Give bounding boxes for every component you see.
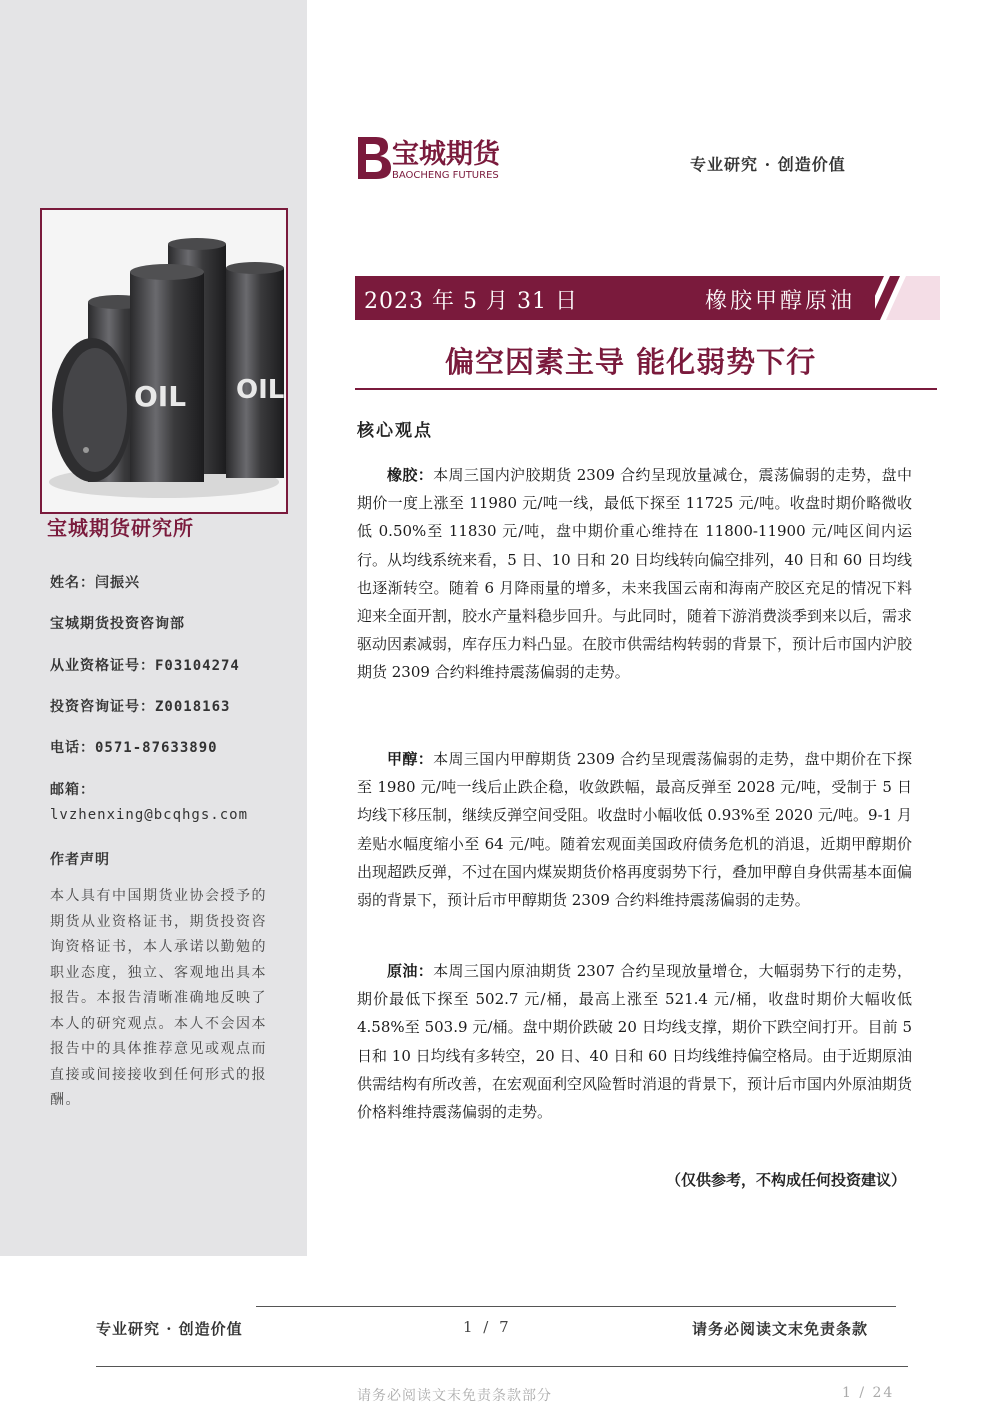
page-number: 1 / 7 (463, 1318, 512, 1336)
oil-barrels-photo (40, 208, 288, 514)
core-viewpoint-title: 核心观点 (357, 421, 433, 441)
institute-name: 宝城期货研究所 (47, 516, 194, 540)
analyst-name: 姓名：闫振兴 (50, 575, 140, 591)
logo-en: BAOCHENG FUTURES (392, 170, 499, 181)
phone: 电话：0571-87633890 (50, 740, 218, 756)
banner-stripes (860, 276, 940, 320)
email-address[interactable]: lvzhenxing@bcqhgs.com (50, 807, 249, 823)
report-topic: 橡胶甲醇原油 (705, 289, 856, 314)
statement-title: 作者声明 (50, 852, 110, 868)
footer-top-rule (256, 1306, 896, 1307)
footer-notice: 请务必阅读文末免责条款 (692, 1320, 869, 1338)
header-slogan: 专业研究 · 创造价值 (690, 155, 846, 174)
logo-cn: 宝城期货 (392, 139, 500, 170)
email-label: 邮箱： (50, 782, 95, 798)
department: 宝城期货投资咨询部 (50, 616, 185, 632)
methanol-label: 甲醇： (387, 750, 434, 768)
footer-slogan: 专业研究 · 创造价值 (96, 1320, 243, 1338)
headline-divider (355, 388, 937, 390)
author-statement: 本人具有中国期货业协会授予的期货从业资格证书，期货投资咨询资格证书，本人承诺以勤勉的职业态度，独立、客观地出具本报告。本报告清晰准确地反映了本人的研究观点。本人不会因本报告中的具体推荐意见或观点而直接或间接接收到任何形式的报酬。 (50, 888, 267, 1108)
watermark-page: 1 / 24 (842, 1385, 895, 1401)
crude-label: 原油： (387, 962, 434, 980)
headline: 偏空因素主导 能化弱势下行 (445, 345, 817, 379)
logo-mark (358, 137, 391, 179)
rubber-text: 本周三国内沪胶期货 2309 合约呈现放量减仓，震荡偏弱的走势，盘中期价一度上涨至 11980 元/吨一线，最低下探至 11725 元/吨。收盘时期价略微收低 0.50%至 11830 元/吨，盘中期价重心维持在 11800-11900 元/吨区间内运行。从均线系统来看，5 日、10 日和 20 日均线转向偏空排列，40 日和 60 日均线也逐渐转空。随着 6 月降雨量的增多，未来我国云南和海南产胶区充足的情况下料迎来全面开割，胶水产量料稳步回升。与此同时，随着下游消费淡季到来以后，需求驱动因素减弱，库存压力料凸显。在胶市供需结构转弱的背景下，预计后市国内沪胶期货 2309 合约料维持震荡偏弱的走势。 (357, 466, 913, 682)
report-date: 2023 年 5 月 31 日 (364, 289, 578, 314)
footer-bottom-rule (96, 1366, 908, 1367)
rubber-paragraph (357, 461, 912, 687)
watermark-notice: 请务必阅读文末免责条款部分 (357, 1388, 552, 1404)
rubber-label: 橡胶： (387, 466, 434, 484)
crude-paragraph (357, 957, 912, 1126)
barrel-label-2: OIL (236, 375, 285, 405)
methanol-paragraph (357, 745, 912, 914)
investment-disclaimer: （仅供参考，不构成任何投资建议） (665, 1171, 906, 1189)
methanol-text: 本周三国内甲醇期货 2309 合约呈现震荡偏弱的走势，盘中期价在下探至 1980 元/吨一线后止跌企稳，收敛跌幅，最高反弹至 2028 元/吨，受制于 5 日均线下移压制，继续反弹空间受阻。收盘时小幅收低 0.93%至 2020 元/吨。9-1 月差贴水幅度缩小至 64 元/吨。随着宏观面美国政府债务危机的消退，近期甲醇期价出现超跌反弹，不过在国内煤炭期货价格再度弱势下行，叠加甲醇自身供需基本面偏弱的背景下，预计后市甲醇期货 2309 合约料维持震荡偏弱的走势。 (357, 750, 913, 910)
crude-text: 本周三国内原油期货 2307 合约呈现放量增仓，大幅弱势下行的走势，期价最低下探至 502.7 元/桶，最高上涨至 521.4 元/桶，收盘时期价大幅收低 4.58%至 503.9 元/桶。盘中期价跌破 20 日均线支撑，期价下跌空间打开。目前 5 日和 10 日均线有多转空，20 日、40 日和 60 日均线维持偏空格局。由于近期原油供需结构有所改善，在宏观面利空风险暂时消退的背景下，预计后市国内外原油期货价格料维持震荡偏弱的走势。 (357, 962, 913, 1122)
advisory-number: 投资咨询证号：Z0018163 (50, 699, 231, 715)
qualification-number: 从业资格证号：F03104274 (50, 658, 240, 674)
barrel-label: OIL (134, 380, 187, 413)
company-logo (352, 133, 517, 185)
